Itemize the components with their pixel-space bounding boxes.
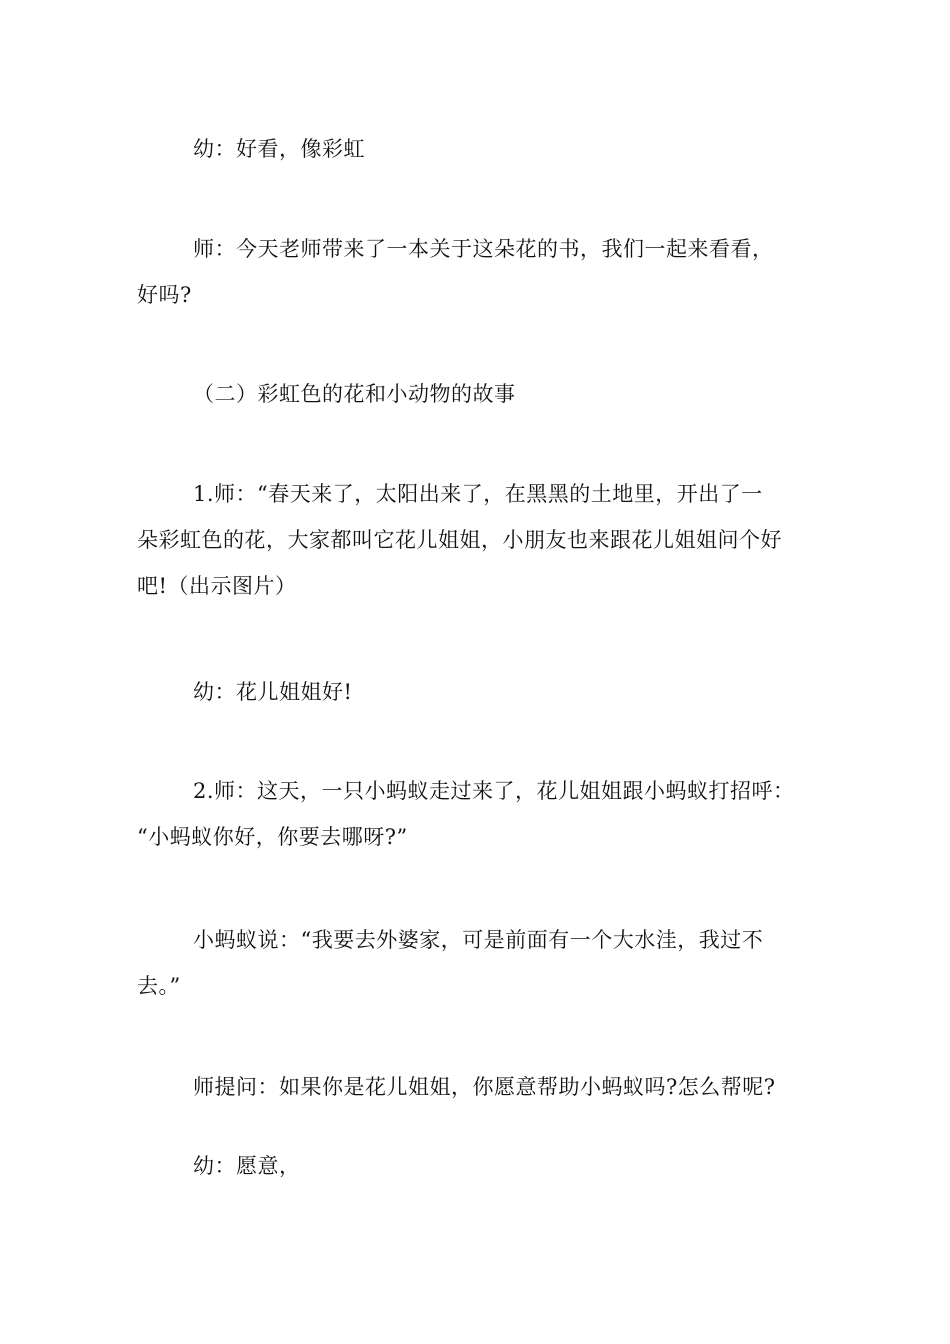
- paragraph-step-1-spring: [137, 471, 817, 609]
- text-line: “小蚂蚁你好，你要去哪呀?”: [137, 825, 408, 849]
- text-line: 幼：愿意，: [193, 1154, 301, 1178]
- text-line: 2.师：这天，一只小蚂蚁走过来了，花儿姐姐跟小蚂蚁打招呼：: [193, 779, 795, 803]
- text-line: 1.师：“春天来了，太阳出来了，在黑黑的土地里，开出了一: [193, 482, 763, 506]
- section-heading-story: [137, 371, 817, 417]
- text-line: 去。”: [137, 974, 181, 998]
- paragraph-teacher-book: [137, 226, 817, 318]
- paragraph-ant-says: [137, 917, 817, 1009]
- paragraph-step-2-ant: [137, 768, 817, 860]
- text-line: 好吗?: [137, 283, 192, 307]
- paragraph-teacher-question: [137, 1064, 817, 1110]
- text-line: 小蚂蚁说：“我要去外婆家，可是前面有一个大水洼，我过不: [193, 928, 764, 952]
- text-line: 师提问：如果你是花儿姐姐，你愿意帮助小蚂蚁吗?怎么帮呢?: [193, 1075, 776, 1099]
- text-line: 幼：花儿姐姐好!: [193, 680, 353, 704]
- paragraph-child-willing: [137, 1143, 817, 1189]
- text-line: 师：今天老师带来了一本关于这朵花的书，我们一起来看看，: [193, 237, 774, 261]
- text-line: 吧!（出示图片）: [137, 574, 297, 598]
- text-line: 幼：好看，像彩虹: [193, 137, 365, 161]
- paragraph-child-reply-rainbow: [137, 126, 817, 172]
- text-line: 朵彩虹色的花，大家都叫它花儿姐姐，小朋友也来跟花儿姐姐问个好: [137, 528, 782, 552]
- text-line: （二）彩虹色的花和小动物的故事: [193, 382, 516, 406]
- paragraph-child-greeting: [137, 669, 817, 715]
